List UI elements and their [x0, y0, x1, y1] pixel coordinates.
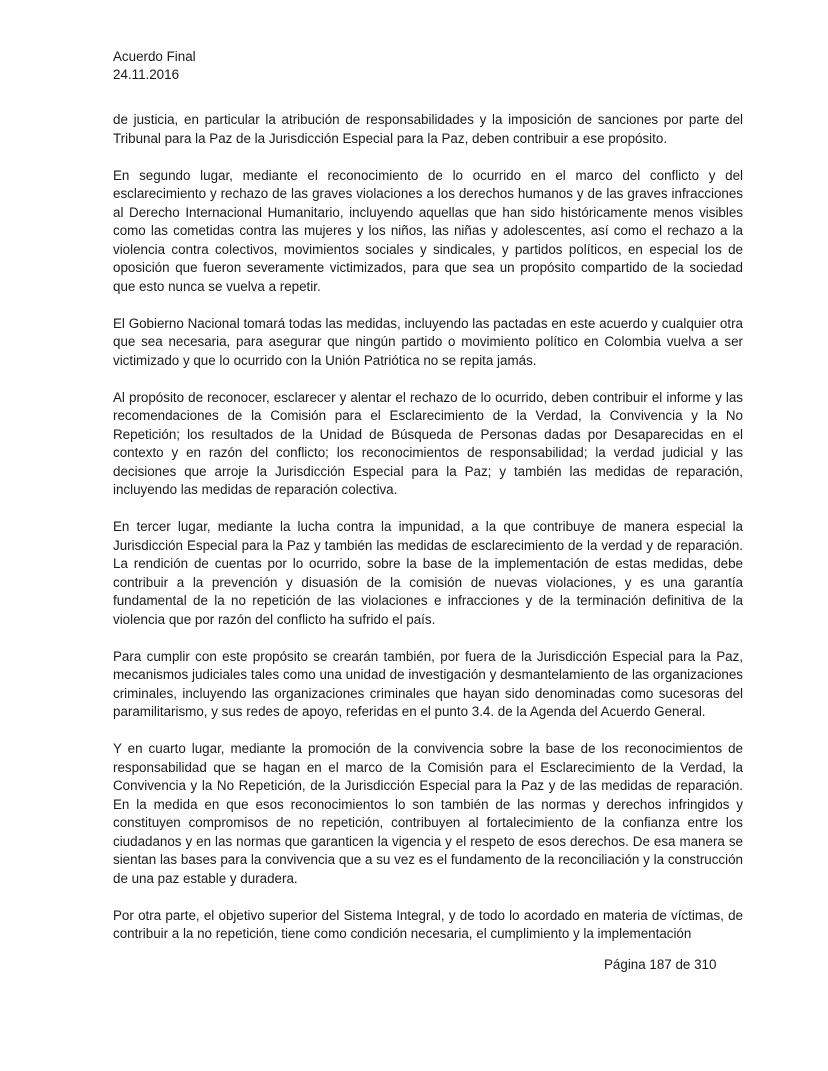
- paragraph: Y en cuarto lugar, mediante la promoción de la convivencia sobre la base de los reconocimientos de responsabilidad que se hagan en el marco de la Comisión para el Esclarecimiento de la Verdad, la Convivencia y la No Repetición, de la Jurisdicción Especial para la Paz y de las medidas de reparación. En la medida en que esos reconocimientos lo son también de las normas y derechos infringidos y constituyen compromisos de no repetición, contribuyen al fortalecimiento de la confianza entre los ciudadanos y en las normas que garanticen la vigencia y el respeto de esos derechos. De esa manera se sientan las bases para la convivencia que a su vez es el fundamento de la reconciliación y la construcción de una paz estable y duradera.: [113, 741, 743, 886]
- paragraph: El Gobierno Nacional tomará todas las medidas, incluyendo las pactadas en este acuerdo y cualquier otra que sea necesaria, para asegurar que ningún partido o movimiento político en Colombia vuelva a ser victimizado y que lo ocurrido con la Unión Patriótica no se repita jamás.: [113, 315, 743, 368]
- paragraph: Al propósito de reconocer, esclarecer y alentar el rechazo de lo ocurrido, deben contribuir el informe y las recomendaciones de la Comisión para el Esclarecimiento de la Verdad, la Convivencia y la No Repetición; los resultados de la Unidad de Búsqueda de Personas dadas por Desaparecidas en el contexto y en razón del conflicto; los reconocimientos de responsabilidad; la verdad judicial y las decisiones que arroje la Jurisdicción Especial para la Paz; y también las medidas de reparación, incluyendo las medidas de reparación colectiva.: [113, 389, 743, 497]
- document-title: Acuerdo Final: [113, 49, 196, 64]
- page-number: Página 187 de 310: [604, 957, 717, 972]
- paragraph: de justicia, en particular la atribución de responsabilidades y la imposición de sanciones por parte del Tribunal para la Paz de la Jurisdicción Especial para la Paz, deben contribuir a ese propósito.: [113, 112, 743, 146]
- paragraph: Para cumplir con este propósito se crearán también, por fuera de la Jurisdicción Especial para la Paz, mecanismos judiciales tales como una unidad de investigación y desmantelamiento de las organizaciones criminales, incluyendo las organizaciones criminales que hayan sido denominadas como sucesoras del paramilitarismo, y sus redes de apoyo, referidas en el punto 3.4. de la Agenda del Acuerdo General.: [113, 648, 743, 719]
- paragraph: En segundo lugar, mediante el reconocimiento de lo ocurrido en el marco del conflicto y del esclarecimiento y rechazo de las graves violaciones a los derechos humanos y de las graves infracciones al Derecho Internacional Humanitario, incluyendo aquellas que han sido históricamente menos visibles como las cometidas contra las mujeres y los niños, las niñas y adolescentes, así como el rechazo a la violencia contra colectivos, movimientos sociales y sindicales, y partidos políticos, en especial los de oposición que fueron severamente victimizados, para que sea un propósito compartido de la sociedad que esto nunca se vuelva a repetir.: [113, 167, 743, 294]
- document-body: [113, 111, 743, 962]
- page-header: [113, 48, 196, 84]
- document-date: 24.11.2016: [113, 67, 180, 82]
- paragraph: En tercer lugar, mediante la lucha contra la impunidad, a la que contribuye de manera especial la Jurisdicción Especial para la Paz y también las medidas de esclarecimiento de la verdad y de reparación. La rendición de cuentas por lo ocurrido, sobre la base de la implementación de estas medidas, debe contribuir a la prevención y disuasión de la comisión de nuevas violaciones, y es una garantía fundamental de la no repetición de las violaciones e infracciones y de la terminación definitiva de la violencia que por razón del conflicto ha sufrido el país.: [113, 519, 743, 627]
- paragraph: Por otra parte, el objetivo superior del Sistema Integral, y de todo lo acordado en materia de víctimas, de contribuir a la no repetición, tiene como condición necesaria, el cumplimiento y la implementación: [113, 907, 743, 941]
